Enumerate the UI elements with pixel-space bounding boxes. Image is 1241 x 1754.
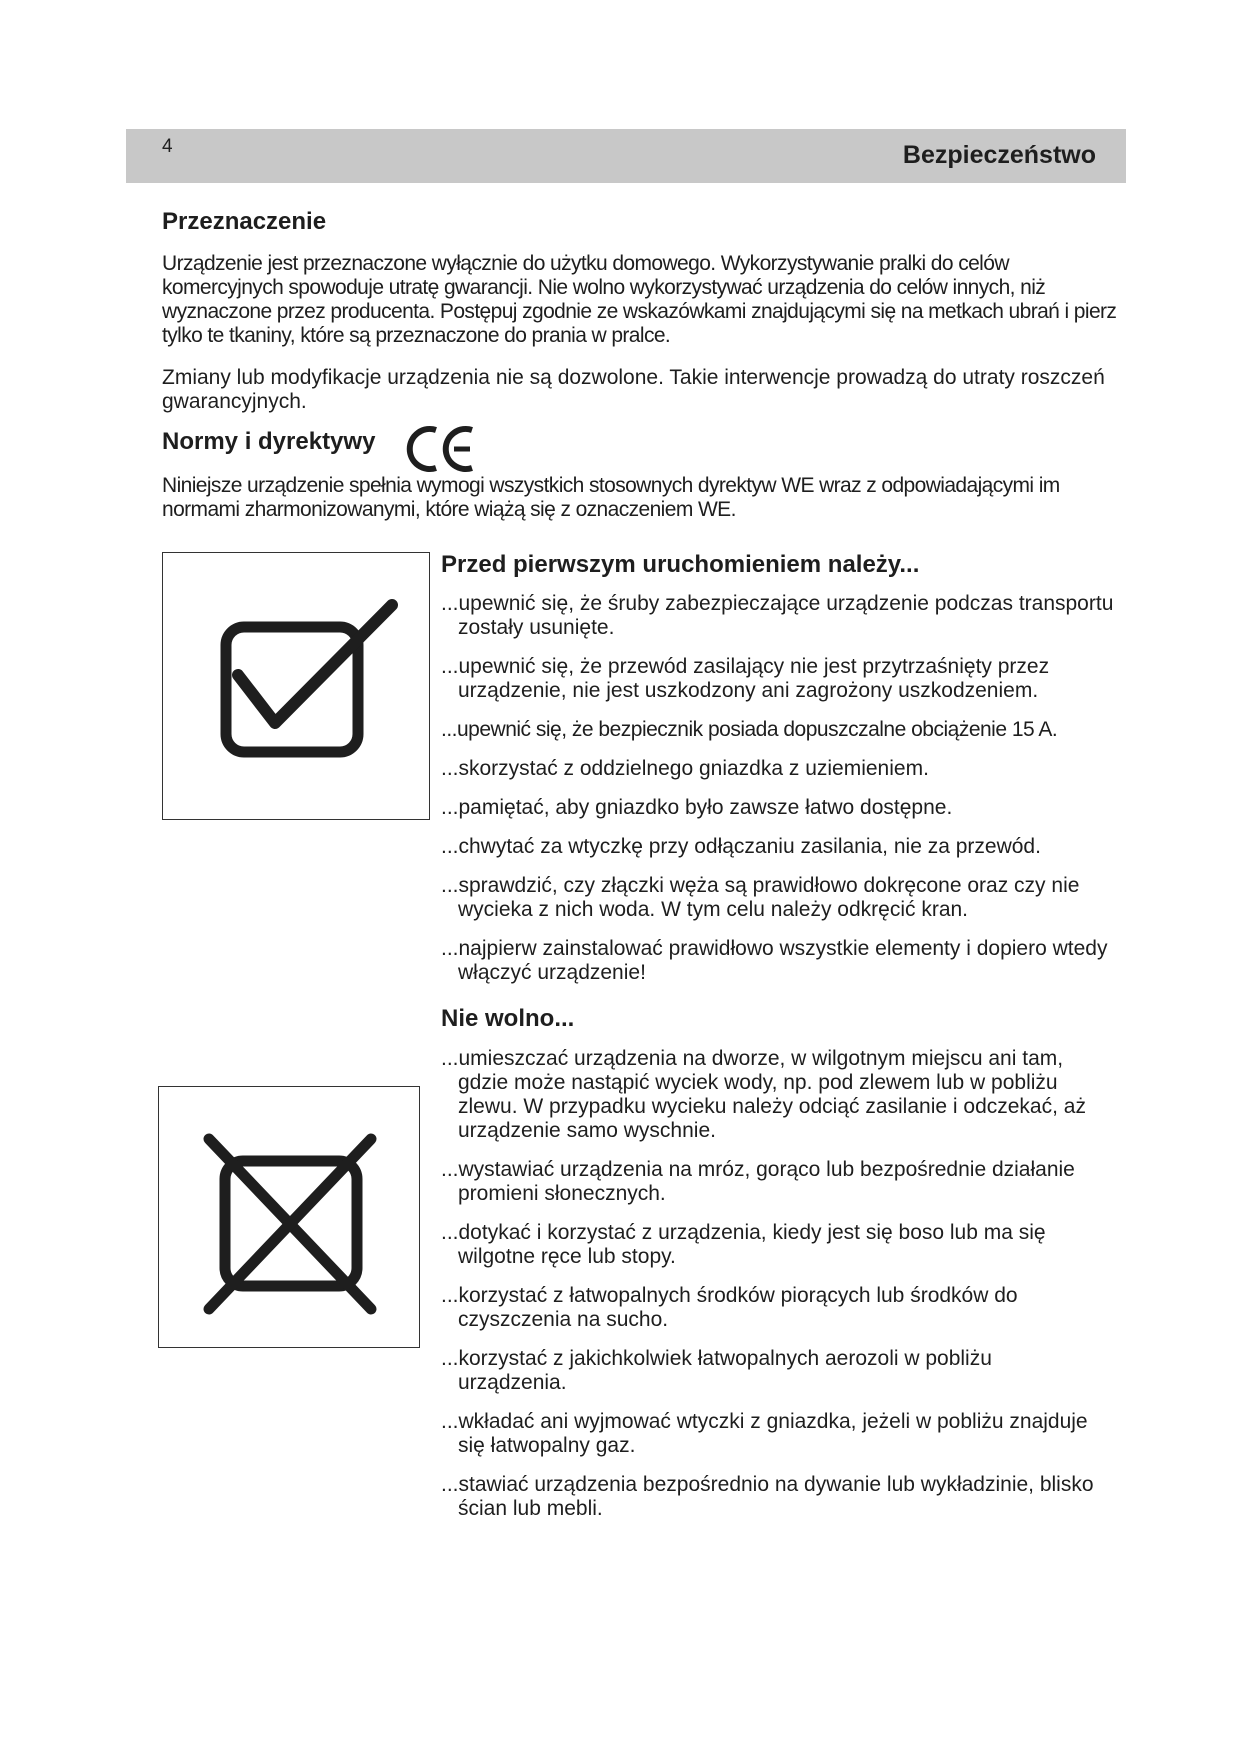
list-item: ...najpierw zainstalować prawidłowo wszystkie elementy i dopiero wtedy włączyć urządzenie!	[441, 937, 1108, 984]
purpose-paragraph-1: Urządzenie jest przeznaczone wyłącznie do użytku domowego. Wykorzystywanie pralki do celów komercyjnych spowoduje utratę gwarancji. Nie wolno wykorzystywać urządzenia do celów innych, niż wyznaczone przez producenta. Postępuj zgodnie ze wskazówkami znajdującymi się na metkach ubrań i pierz tylko te tkaniny, które są przeznaczone do prania w pralce.	[162, 252, 1117, 347]
list-item: ...korzystać z łatwopalnych środków piorących lub środków do czyszczenia na sucho.	[441, 1284, 1018, 1331]
purpose-heading: Przeznaczenie	[162, 208, 327, 235]
before-first-use-list	[441, 592, 1121, 985]
list-item: ...chwytać za wtyczkę przy odłączaniu zasilania, nie za przewód.	[441, 835, 1041, 858]
list-item: ...skorzystać z oddzielnego gniazdka z uziemieniem.	[441, 757, 929, 780]
ce-mark-icon	[406, 424, 476, 474]
before-first-use-heading: Przed pierwszym uruchomieniem należy...	[441, 551, 920, 578]
list-item: ...sprawdzić, czy złączki węża są prawidłowo dokręcone oraz czy nie wycieka z nich woda. W tym celu należy odkręcić kran.	[441, 874, 1080, 921]
norms-heading: Normy i dyrektywy	[162, 428, 376, 455]
list-item: ...umieszczać urządzenia na dworze, w wilgotnym miejscu ani tam, gdzie może nastąpić wyciek wody, np. pod zlewem lub w pobliżu zlewu. W przypadku wycieku należy odciąć zasilanie i odczekać, aż urządzenie samo wyschnie.	[441, 1047, 1086, 1142]
prohibited-list	[441, 1047, 1101, 1521]
list-item: ...korzystać z jakichkolwiek łatwopalnych aerozoli w pobliżu urządzenia.	[441, 1347, 992, 1394]
header-bar	[126, 129, 1126, 183]
list-item: ...upewnić się, że śruby zabezpieczające urządzenie podczas transportu zostały usunięte.	[441, 592, 1114, 639]
list-item: ...stawiać urządzenia bezpośrednio na dywanie lub wykładzinie, blisko ścian lub mebli.	[441, 1473, 1094, 1520]
checkbox-cross-icon	[158, 1086, 420, 1348]
list-item: ...pamiętać, aby gniazdko było zawsze łatwo dostępne.	[441, 796, 953, 819]
section-title: Bezpieczeństwo	[902, 141, 1096, 169]
list-item: ...wystawiać urządzenia na mróz, gorąco lub bezpośrednie działanie promieni słonecznych.	[441, 1158, 1075, 1205]
prohibited-heading: Nie wolno...	[441, 1005, 575, 1032]
purpose-paragraph-2: Zmiany lub modyfikacje urządzenia nie są dozwolone. Takie interwencje prowadzą do utraty roszczeń gwarancyjnych.	[162, 366, 1105, 413]
checkbox-check-icon	[162, 552, 430, 820]
list-item: ...wkładać ani wyjmować wtyczki z gniazdka, jeżeli w pobliżu znajduje się łatwopalny gaz.	[441, 1410, 1088, 1457]
list-item: ...dotykać i korzystać z urządzenia, kiedy jest się boso lub ma się wilgotne ręce lub stopy.	[441, 1221, 1046, 1268]
page-number: 4	[162, 136, 173, 157]
list-item: ...upewnić się, że bezpiecznik posiada dopuszczalne obciążenie 15 A.	[441, 718, 1058, 741]
list-item: ...upewnić się, że przewód zasilający nie jest przytrzaśnięty przez urządzenie, nie jest uszkodzony ani zagrożony uszkodzeniem.	[441, 655, 1050, 702]
norms-paragraph: Niniejsze urządzenie spełnia wymogi wszystkich stosownych dyrektyw WE wraz z odpowiadającymi im normami zharmonizowanymi, które wiążą się z oznaczeniem WE.	[162, 474, 1060, 521]
